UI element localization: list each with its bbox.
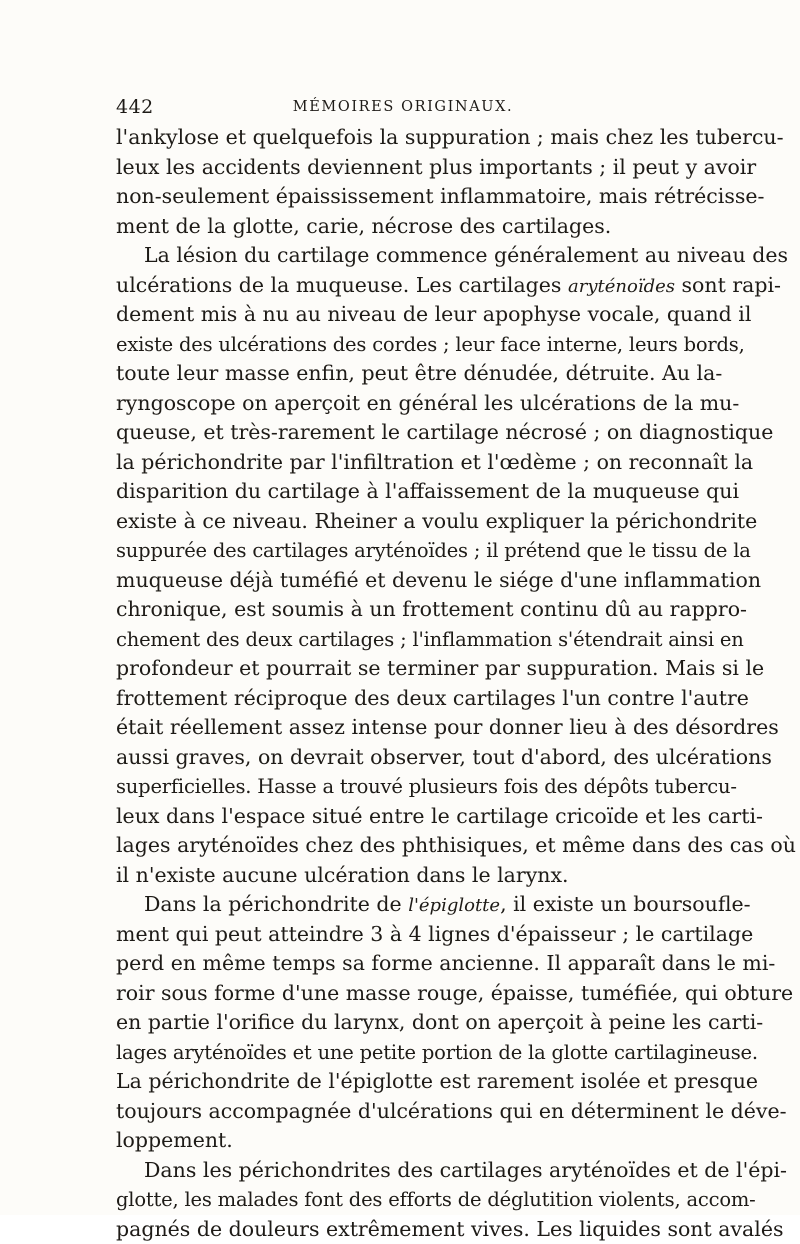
text-line: muqueuse déjà tuméfié et devenu le siége d'une inflammation	[116, 566, 690, 596]
text-line: l'ankylose et quelquefois la suppuration ; mais chez les tubercu-	[116, 123, 690, 153]
italic-term: aryténoïdes	[568, 276, 675, 297]
text-line: La périchondrite de l'épiglotte est rarement isolée et presque	[116, 1067, 690, 1097]
text-line: toujours accompagnée d'ulcérations qui en déterminent le déve-	[116, 1097, 690, 1127]
text-line: en partie l'orifice du larynx, dont on aperçoit à peine les carti-	[116, 1008, 690, 1038]
body-text	[116, 123, 690, 1244]
text-line: lages aryténoïdes chez des phthisiques, et même dans des cas où	[116, 831, 690, 861]
running-title: MÉMOIRES ORIGINAUX.	[116, 99, 690, 115]
text-line: lages aryténoïdes et une petite portion de la glotte cartilagineuse.	[116, 1038, 690, 1068]
text-line: chement des deux cartilages ; l'inflammation s'étendrait ainsi en	[116, 625, 690, 655]
text-line: chronique, est soumis à un frottement continu dû au rappro-	[116, 595, 690, 625]
text-line: il n'existe aucune ulcération dans le larynx.	[116, 861, 690, 891]
text-segment: Dans la périchondrite de	[144, 892, 402, 916]
text-line: ment de la glotte, carie, nécrose des cartilages.	[116, 212, 690, 242]
text-line	[116, 271, 690, 301]
text-line: ryngoscope on aperçoit en général les ulcérations de la mu-	[116, 389, 690, 419]
text-line: profondeur et pourrait se terminer par suppuration. Mais si le	[116, 654, 690, 684]
text-segment: sont rapi-	[675, 273, 781, 297]
text-line: leux les accidents deviennent plus importants ; il peut y avoir	[116, 153, 690, 183]
text-line: dement mis à nu au niveau de leur apophyse vocale, quand il	[116, 300, 690, 330]
text-line: pagnés de douleurs extrêmement vives. Les liquides sont avalés	[116, 1215, 690, 1244]
text-line: superficielles. Hasse a trouvé plusieurs fois des dépôts tubercu-	[116, 772, 690, 802]
text-line: leux dans l'espace situé entre le cartilage cricoïde et les carti-	[116, 802, 690, 832]
text-line: frottement réciproque des deux cartilages l'un contre l'autre	[116, 684, 690, 714]
text-line: perd en même temps sa forme ancienne. Il apparaît dans le mi-	[116, 949, 690, 979]
text-segment: , il existe un boursoufle-	[500, 892, 751, 916]
text-line: existe à ce niveau. Rheiner a voulu expliquer la périchondrite	[116, 507, 690, 537]
text-line: glotte, les malades font des efforts de déglutition violents, accom-	[116, 1185, 690, 1215]
italic-term: l'épiglotte	[408, 895, 500, 916]
text-line: existe des ulcérations des cordes ; leur face interne, leurs bords,	[116, 330, 690, 360]
text-line: queuse, et très-rarement le cartilage nécrosé ; on diagnostique	[116, 418, 690, 448]
text-line: disparition du cartilage à l'affaissement de la muqueuse qui	[116, 477, 690, 507]
text-line: roir sous forme d'une masse rouge, épaisse, tuméfiée, qui obture	[116, 979, 690, 1009]
text-line: non-seulement épaississement inflammatoire, mais rétrécisse-	[116, 182, 690, 212]
text-line: suppurée des cartilages aryténoïdes ; il prétend que le tissu de la	[116, 536, 690, 566]
text-line: loppement.	[116, 1126, 690, 1156]
text-line: aussi graves, on devrait observer, tout d'abord, des ulcérations	[116, 743, 690, 773]
text-line: la périchondrite par l'infiltration et l'œdème ; on reconnaît la	[116, 448, 690, 478]
text-line: était réellement assez intense pour donner lieu à des désordres	[116, 713, 690, 743]
text-segment: ulcérations de la muqueuse. Les cartilages	[116, 273, 561, 297]
paragraph-start-line: Dans les périchondrites des cartilages aryténoïdes et de l'épi-	[116, 1156, 690, 1186]
page-number: 442	[116, 96, 154, 118]
paragraph-start-line	[116, 890, 690, 920]
paragraph-start-line: La lésion du cartilage commence généralement au niveau des	[116, 241, 690, 271]
text-line: ment qui peut atteindre 3 à 4 lignes d'épaisseur ; le cartilage	[116, 920, 690, 950]
text-line: toute leur masse enfin, peut être dénudée, détruite. Au la-	[116, 359, 690, 389]
page-header	[116, 96, 690, 126]
